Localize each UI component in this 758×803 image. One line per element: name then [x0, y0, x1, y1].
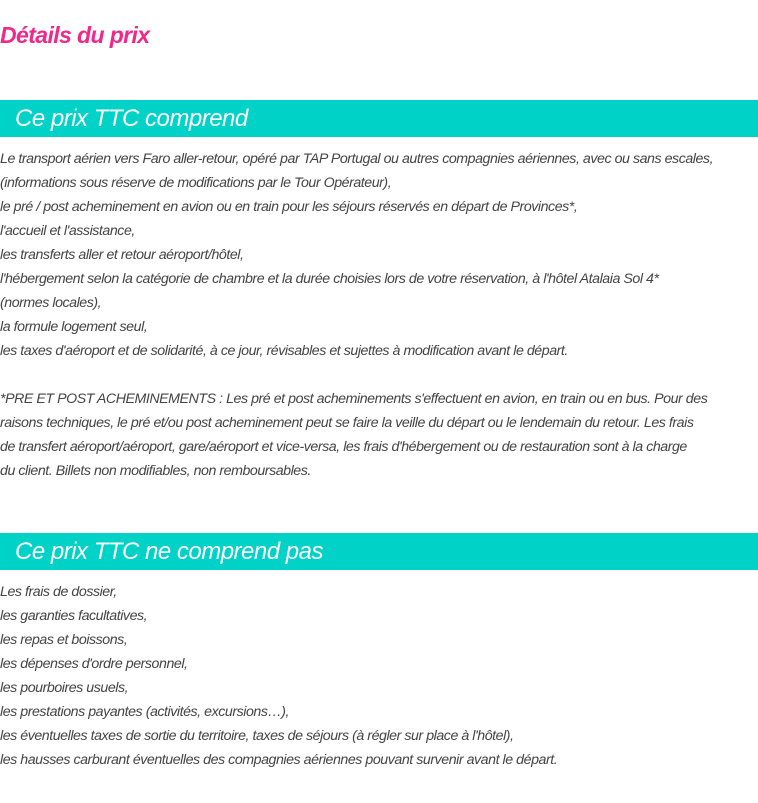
section-header-included — [0, 100, 758, 137]
excluded-item: les repas et boissons, — [0, 632, 128, 648]
page-title: Détails du prix — [0, 22, 150, 48]
excluded-item: Les frais de dossier, — [0, 584, 117, 600]
section-header-excluded — [0, 533, 758, 570]
excluded-item: les garanties facultatives, — [0, 608, 148, 624]
note-line: raisons techniques, le pré et/ou post acheminement peut se faire la veille du départ ou le lendemain du retour. Les frais — [0, 415, 694, 431]
excluded-item: les pourboires usuels, — [0, 680, 129, 696]
included-item: l'accueil et l'assistance, — [0, 223, 135, 239]
included-item: (normes locales), — [0, 295, 102, 311]
note-line: de transfert aéroport/aéroport, gare/aéroport et vice-versa, les frais d'hébergement ou de restauration sont à la charge — [0, 439, 687, 455]
excluded-list — [0, 580, 758, 772]
included-item: les transferts aller et retour aéroport/hôtel, — [0, 247, 244, 263]
section-heading-excluded: Ce prix TTC ne comprend pas — [15, 538, 323, 565]
acheminement-note — [0, 387, 758, 483]
included-item: le pré / post acheminement en avion ou en train pour les séjours réservés en départ de Provinces*, — [0, 199, 578, 215]
section-heading-included: Ce prix TTC comprend — [15, 105, 248, 132]
excluded-item: les prestations payantes (activités, excursions…), — [0, 704, 289, 720]
note-line: *PRE ET POST ACHEMINEMENTS : Les pré et post acheminements s'effectuent en avion, en train ou en bus. Pour des — [0, 391, 708, 407]
excluded-item: les hausses carburant éventuelles des compagnies aériennes pouvant survenir avant le départ. — [0, 752, 558, 768]
excluded-item: les dépenses d'ordre personnel, — [0, 656, 188, 672]
included-item: (informations sous réserve de modifications par le Tour Opérateur), — [0, 175, 392, 191]
included-list — [0, 147, 758, 363]
included-item: la formule logement seul, — [0, 319, 148, 335]
included-item: l'hébergement selon la catégorie de chambre et la durée choisies lors de votre réservation, à l'hôtel Atalaia Sol 4* — [0, 271, 659, 287]
included-item: les taxes d'aéroport et de solidarité, à ce jour, révisables et sujettes à modification avant le départ. — [0, 343, 568, 359]
note-line: du client. Billets non modifiables, non remboursables. — [0, 463, 311, 479]
excluded-item: les éventuelles taxes de sortie du territoire, taxes de séjours (à régler sur place à l'hôtel), — [0, 728, 514, 744]
included-item: Le transport aérien vers Faro aller-retour, opéré par TAP Portugal ou autres compagnies aériennes, avec ou sans escales, — [0, 151, 714, 167]
